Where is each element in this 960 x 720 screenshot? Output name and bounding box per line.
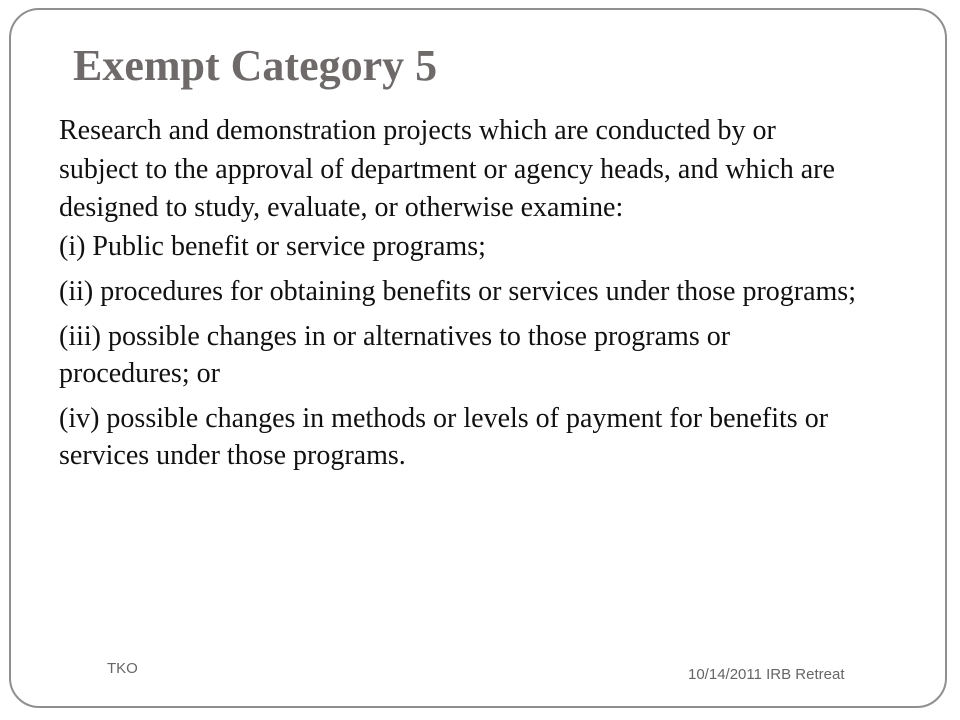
slide-body	[59, 112, 859, 474]
footer-author: TKO	[107, 660, 138, 677]
intro-paragraph: Research and demonstration projects which are conducted by or subject to the approval of department or agency heads, and which are designed to study, evaluate, or otherwise examine:	[59, 115, 835, 223]
slide-title: Exempt Category 5	[73, 41, 438, 90]
footer-date-event: 10/14/2011 IRB Retreat	[688, 666, 845, 683]
item-i: (i) Public benefit or service programs;	[59, 230, 486, 262]
item-iii: (iii) possible changes in or alternatives to those programs or procedures; or	[59, 320, 731, 389]
item-iv: (iv) possible changes in methods or levels of payment for benefits or services under those programs.	[59, 402, 829, 471]
item-ii: (ii) procedures for obtaining benefits or services under those programs;	[59, 275, 856, 307]
